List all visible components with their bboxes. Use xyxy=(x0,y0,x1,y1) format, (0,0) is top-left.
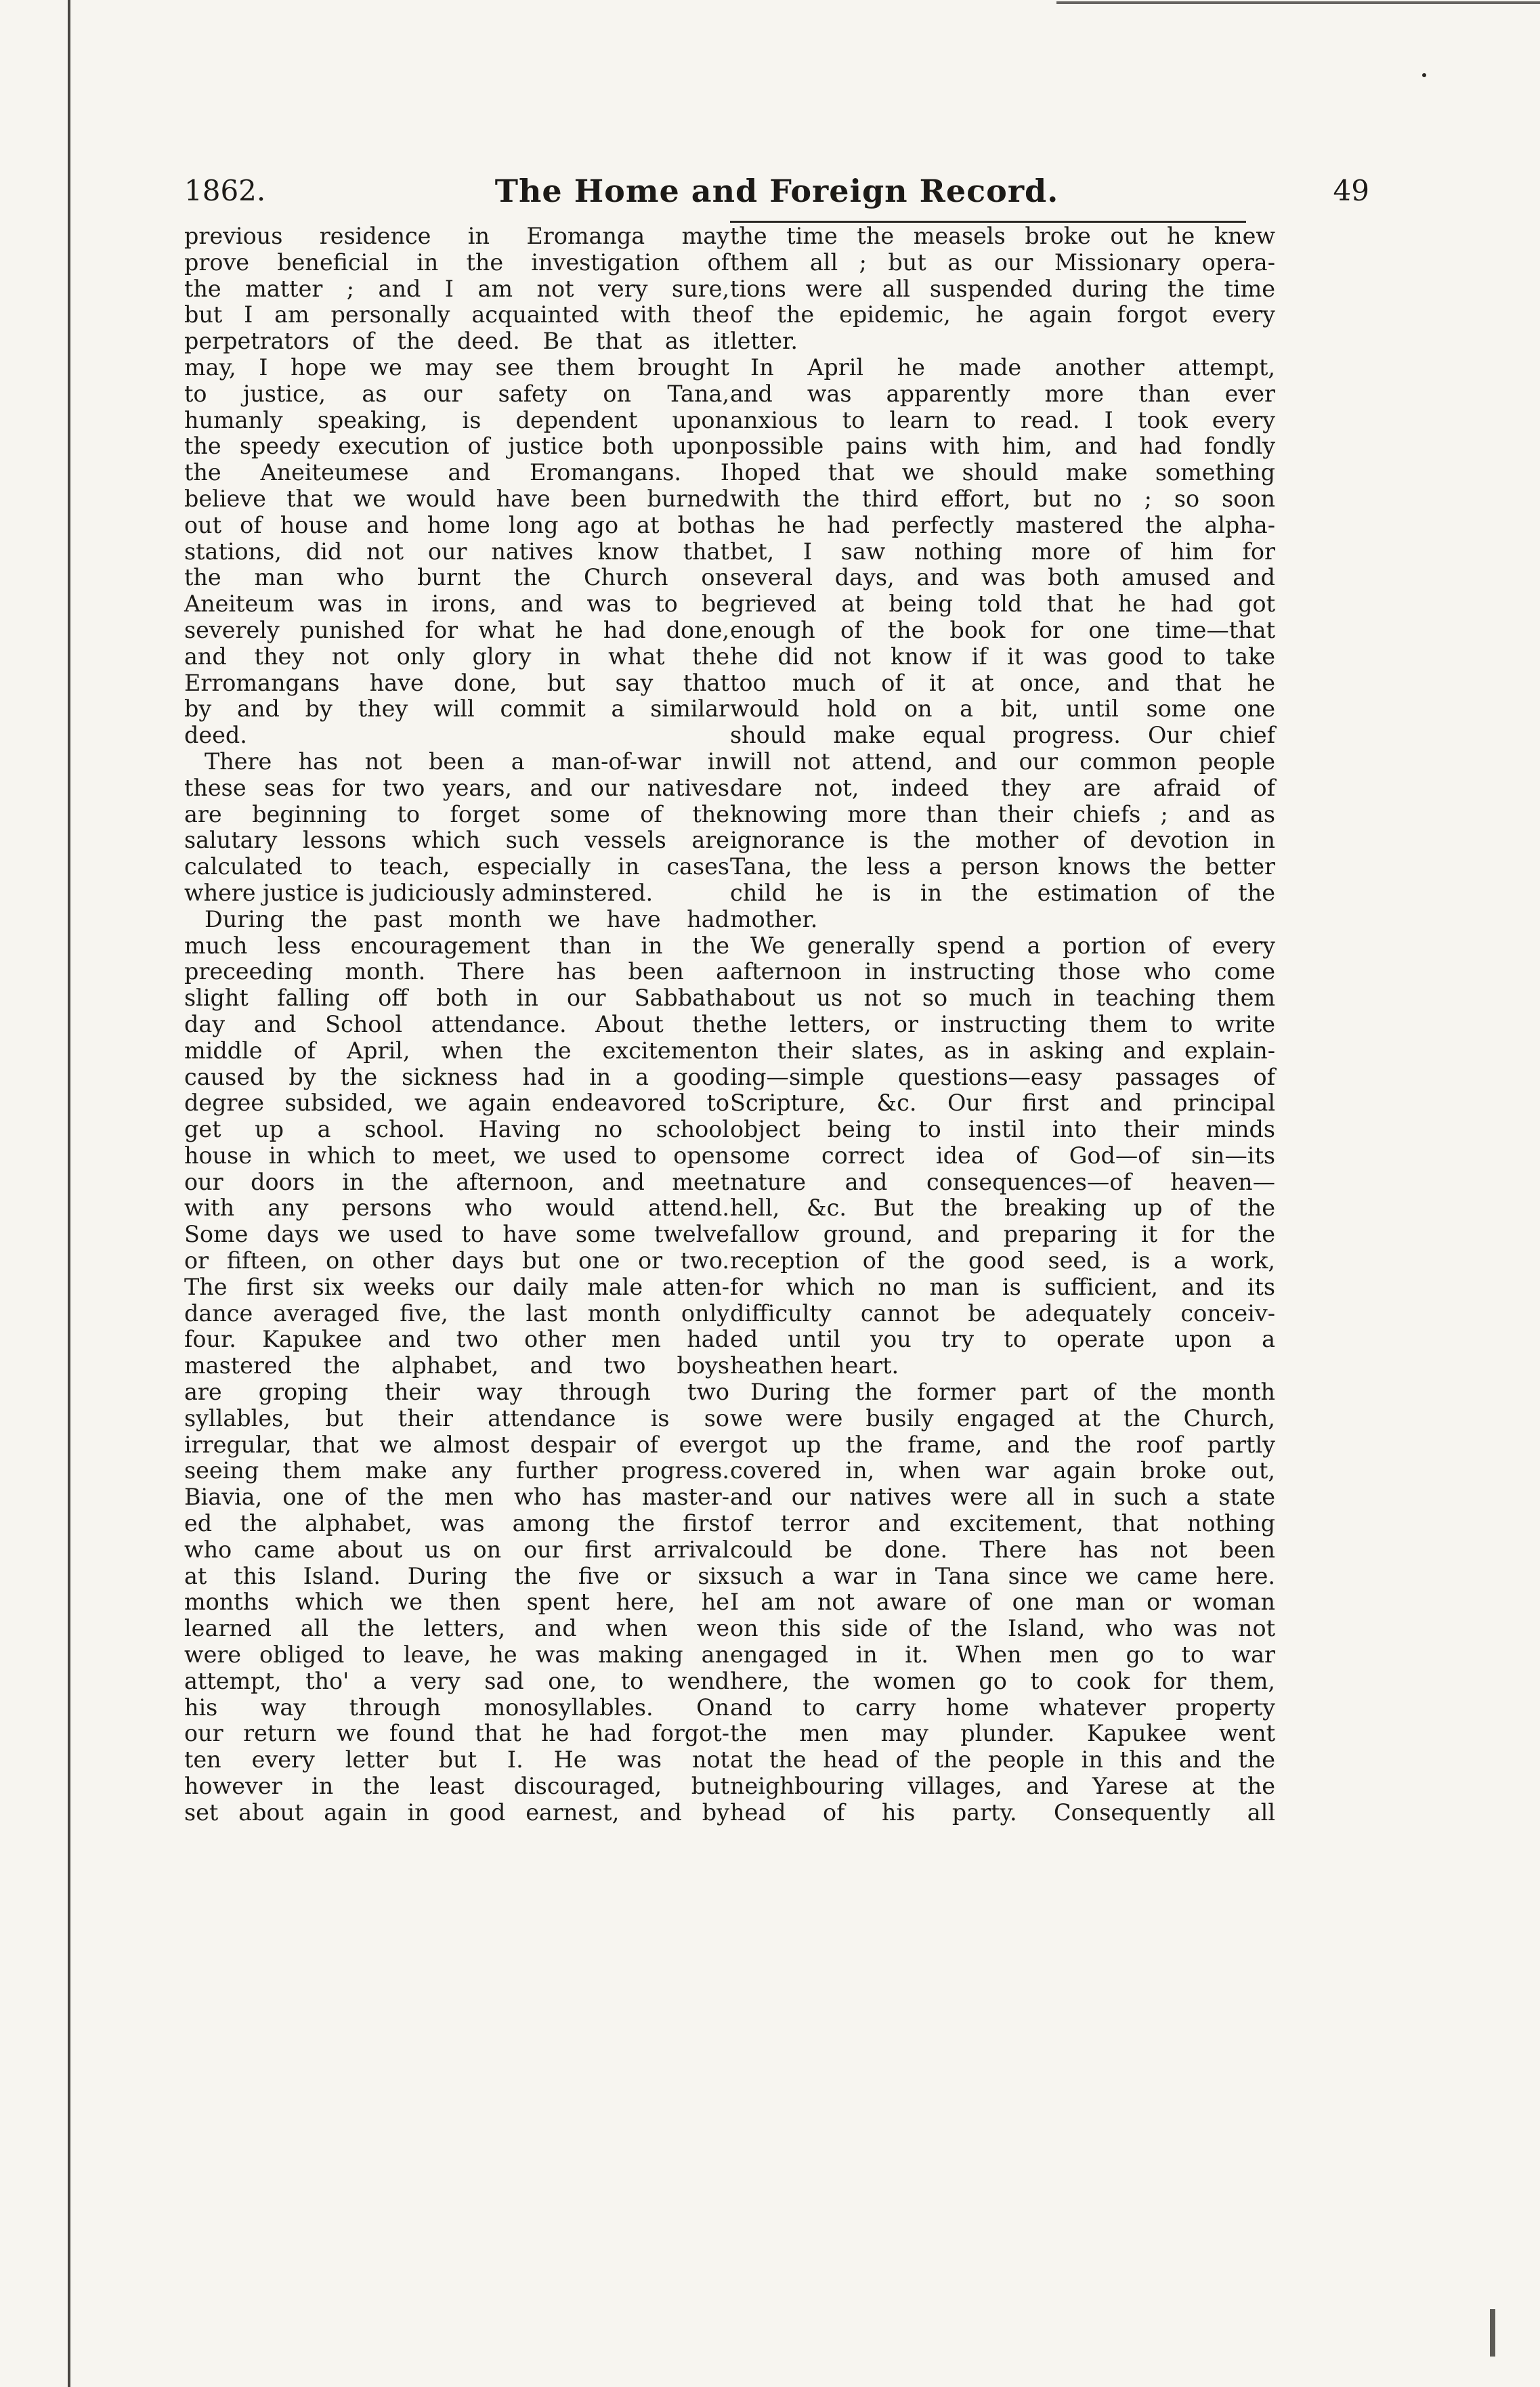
text-line: I am not aware of one man or woman xyxy=(730,1589,1275,1616)
text-line: syllables, but their attendance is so xyxy=(184,1404,729,1432)
left-column xyxy=(184,223,729,1826)
text-line: where justice is judiciously adminstered. xyxy=(184,879,654,906)
text-line: the men may plunder. Kapukee went xyxy=(730,1720,1275,1747)
text-line: the Aneiteumese and Eromangans. I xyxy=(184,459,729,486)
text-line: difficulty cannot be adequately conceiv- xyxy=(730,1299,1275,1327)
text-line: the matter ; and I am not very sure, xyxy=(184,275,729,302)
text-line: prove beneficial in the investigation of xyxy=(184,249,729,276)
text-line: Some days we used to have some twelve xyxy=(184,1221,729,1248)
text-line: reception of the good seed, is a work, xyxy=(730,1247,1275,1274)
text-line: our return we found that he had forgot- xyxy=(184,1720,729,1747)
text-line: ed until you try to operate upon a xyxy=(730,1326,1275,1353)
text-line: four. Kapukee and two other men had xyxy=(184,1326,729,1353)
text-line: ing—simple questions—easy passages of xyxy=(730,1063,1275,1090)
text-line: mastered the alphabet, and two boys xyxy=(184,1352,729,1379)
text-line: attempt, tho' a very sad one, to wend xyxy=(184,1667,729,1694)
text-line: get up a school. Having no school xyxy=(184,1116,729,1143)
text-line: them all ; but as our Missionary opera- xyxy=(730,249,1275,276)
text-line: engaged in it. When men go to war xyxy=(730,1641,1275,1669)
text-line: head of his party. Consequently all xyxy=(730,1799,1275,1826)
text-line: degree subsided, we again endeavored to xyxy=(184,1090,729,1117)
text-line: letter. xyxy=(730,328,798,355)
text-line: his way through monosyllables. On xyxy=(184,1694,729,1721)
text-line: believe that we would have been burned xyxy=(184,485,729,512)
text-line: ed the alphabet, was among the first xyxy=(184,1510,729,1537)
text-line: on this side of the Island, who was not xyxy=(730,1615,1275,1642)
text-line: however in the least discouraged, but xyxy=(184,1773,729,1800)
page-number: 49 xyxy=(1333,174,1369,207)
text-line: We generally spend a portion of every xyxy=(750,932,1275,959)
text-line: anxious to learn to read. I took every xyxy=(730,406,1275,433)
text-line: neighbouring villages, and Yarese at the xyxy=(730,1773,1275,1800)
text-line: some correct idea of God—of sin—its xyxy=(730,1142,1275,1169)
text-line: object being to instil into their minds xyxy=(730,1116,1275,1143)
text-line: these seas for two years, and our natives xyxy=(184,774,729,801)
page-top-edge xyxy=(1056,1,1540,4)
text-line: calculated to teach, especially in cases xyxy=(184,853,729,880)
text-line: got up the frame, and the roof partly xyxy=(730,1431,1275,1458)
running-header xyxy=(184,171,1369,211)
text-line: or fifteen, on other days but one or two. xyxy=(184,1247,729,1274)
text-line: learned all the letters, and when we xyxy=(184,1615,729,1642)
text-line: as he had perfectly mastered the alpha- xyxy=(730,511,1275,538)
header-title: The Home and Foreign Record. xyxy=(494,173,1059,209)
text-line: tions were all suspended during the time xyxy=(730,275,1275,302)
text-line: the letters, or instructing them to write xyxy=(730,1010,1275,1037)
text-line: salutary lessons which such vessels are xyxy=(184,827,729,854)
text-line: bet, I saw nothing more of him for xyxy=(730,538,1275,565)
text-line: heathen heart. xyxy=(730,1352,899,1379)
text-line: Tana, the less a person knows the better xyxy=(730,853,1275,880)
text-line: may, I hope we may see them brought xyxy=(184,353,729,381)
text-line: covered in, when war again broke out, xyxy=(730,1457,1275,1484)
text-line: would hold on a bit, until some one xyxy=(730,695,1275,723)
text-line: dance averaged five, the last month only xyxy=(184,1299,729,1327)
text-line: the speedy execution of justice both upon xyxy=(184,433,729,460)
text-line: to justice, as our safety on Tana, xyxy=(184,380,729,407)
margin-mark xyxy=(1490,2309,1495,2357)
text-line: about us not so much in teaching them xyxy=(730,985,1275,1012)
text-line: out of house and home long ago at both xyxy=(184,511,729,538)
text-line: knowing more than their chiefs ; and as xyxy=(730,800,1275,827)
text-line: enough of the book for one time—that xyxy=(730,616,1275,643)
text-line: and was apparently more than ever xyxy=(730,380,1275,407)
text-line: on their slates, as in asking and explain- xyxy=(730,1037,1275,1064)
text-line: hoped that we should make something xyxy=(730,459,1275,486)
text-line: slight falling off both in our Sabbath xyxy=(184,985,729,1012)
text-line: at this Island. During the five or six xyxy=(184,1562,729,1589)
text-line: afternoon in instructing those who come xyxy=(730,958,1275,985)
text-line: house in which to meet, we used to open xyxy=(184,1142,729,1169)
text-line: There has not been a man-of-war in xyxy=(205,748,729,775)
text-line: previous residence in Eromanga may xyxy=(184,223,729,249)
text-line: are groping their way through two xyxy=(184,1379,729,1406)
text-line: perpetrators of the deed. Be that as it xyxy=(184,328,729,355)
text-line: months which we then spent here, he xyxy=(184,1589,729,1616)
text-line: preceeding month. There has been a xyxy=(184,958,729,985)
text-line: grieved at being told that he had got xyxy=(730,590,1275,618)
text-line: could be done. There has not been xyxy=(730,1536,1275,1563)
text-line: During the past month we have had xyxy=(205,905,729,932)
text-line: fallow ground, and preparing it for the xyxy=(730,1221,1275,1248)
text-line: The first six weeks our daily male atten- xyxy=(184,1273,729,1300)
text-line: and to carry home whatever property xyxy=(730,1694,1275,1721)
text-line: we were busily engaged at the Church, xyxy=(730,1404,1275,1432)
text-line: Scripture, &c. Our first and principal xyxy=(730,1090,1275,1117)
text-line: Erromangans have done, but say that xyxy=(184,669,729,696)
text-line: mother. xyxy=(730,905,818,932)
text-line: Aneiteum was in irons, and was to be xyxy=(184,590,729,618)
text-line: humanly speaking, is dependent upon xyxy=(184,406,729,433)
text-line: he did not know if it was good to take xyxy=(730,643,1275,670)
text-line: with the third effort, but no ; so soon xyxy=(730,485,1275,512)
text-line: stations, did not our natives know that xyxy=(184,538,729,565)
text-line: set about again in good earnest, and by xyxy=(184,1799,729,1826)
text-line: day and School attendance. About the xyxy=(184,1010,729,1037)
text-line: will not attend, and our common people xyxy=(730,748,1275,775)
text-line: are beginning to forget some of the xyxy=(184,800,729,827)
text-line: and our natives were all in such a state xyxy=(730,1484,1275,1511)
text-line: possible pains with him, and had fondly xyxy=(730,433,1275,460)
text-line: deed. xyxy=(184,722,247,749)
text-line: of terror and excitement, that nothing xyxy=(730,1510,1275,1537)
text-line: ignorance is the mother of devotion in xyxy=(730,827,1275,854)
text-line: of the epidemic, he again forgot every xyxy=(730,301,1275,328)
ink-speck xyxy=(1422,73,1426,77)
text-line: Biavia, one of the men who has master- xyxy=(184,1484,729,1511)
text-line: dare not, indeed they are afraid of xyxy=(730,774,1275,801)
text-line: ten every letter but I. He was not xyxy=(184,1746,729,1773)
text-line: our doors in the afternoon, and meet xyxy=(184,1168,729,1195)
text-line: by and by they will commit a similar xyxy=(184,695,729,723)
text-line: several days, and was both amused and xyxy=(730,564,1275,591)
text-line: much less encouragement than in the xyxy=(184,932,729,959)
text-line: the time the measels broke out he knew xyxy=(730,223,1275,249)
text-line: nature and consequences—of heaven— xyxy=(730,1168,1275,1195)
text-line: for which no man is sufficient, and its xyxy=(730,1273,1275,1300)
text-line: at the head of the people in this and the xyxy=(730,1746,1275,1773)
text-line: In April he made another attempt, xyxy=(750,353,1275,381)
text-line: the man who burnt the Church on xyxy=(184,564,729,591)
text-line: During the former part of the month xyxy=(750,1379,1275,1406)
text-line: were obliged to leave, he was making an xyxy=(184,1641,729,1669)
text-line: middle of April, when the excitement xyxy=(184,1037,729,1064)
text-line: with any persons who would attend. xyxy=(184,1195,729,1222)
text-line: here, the women go to cook for them, xyxy=(730,1667,1275,1694)
text-line: irregular, that we almost despair of ever xyxy=(184,1431,729,1458)
text-line: child he is in the estimation of the xyxy=(730,879,1275,906)
text-line: seeing them make any further progress. xyxy=(184,1457,729,1484)
text-line: caused by the sickness had in a good xyxy=(184,1063,729,1090)
text-line: too much of it at once, and that he xyxy=(730,669,1275,696)
text-line: who came about us on our first arrival xyxy=(184,1536,729,1563)
text-line: hell, &c. But the breaking up of the xyxy=(730,1195,1275,1222)
right-column xyxy=(730,223,1275,1826)
text-line: severely punished for what he had done, xyxy=(184,616,729,643)
text-line: and they not only glory in what the xyxy=(184,643,729,670)
text-line: should make equal progress. Our chief xyxy=(730,722,1275,749)
text-line: but I am personally acquainted with the xyxy=(184,301,729,328)
text-line: such a war in Tana since we came here. xyxy=(730,1562,1275,1589)
header-year: 1862. xyxy=(184,174,266,207)
page-binding-edge xyxy=(68,0,70,2387)
